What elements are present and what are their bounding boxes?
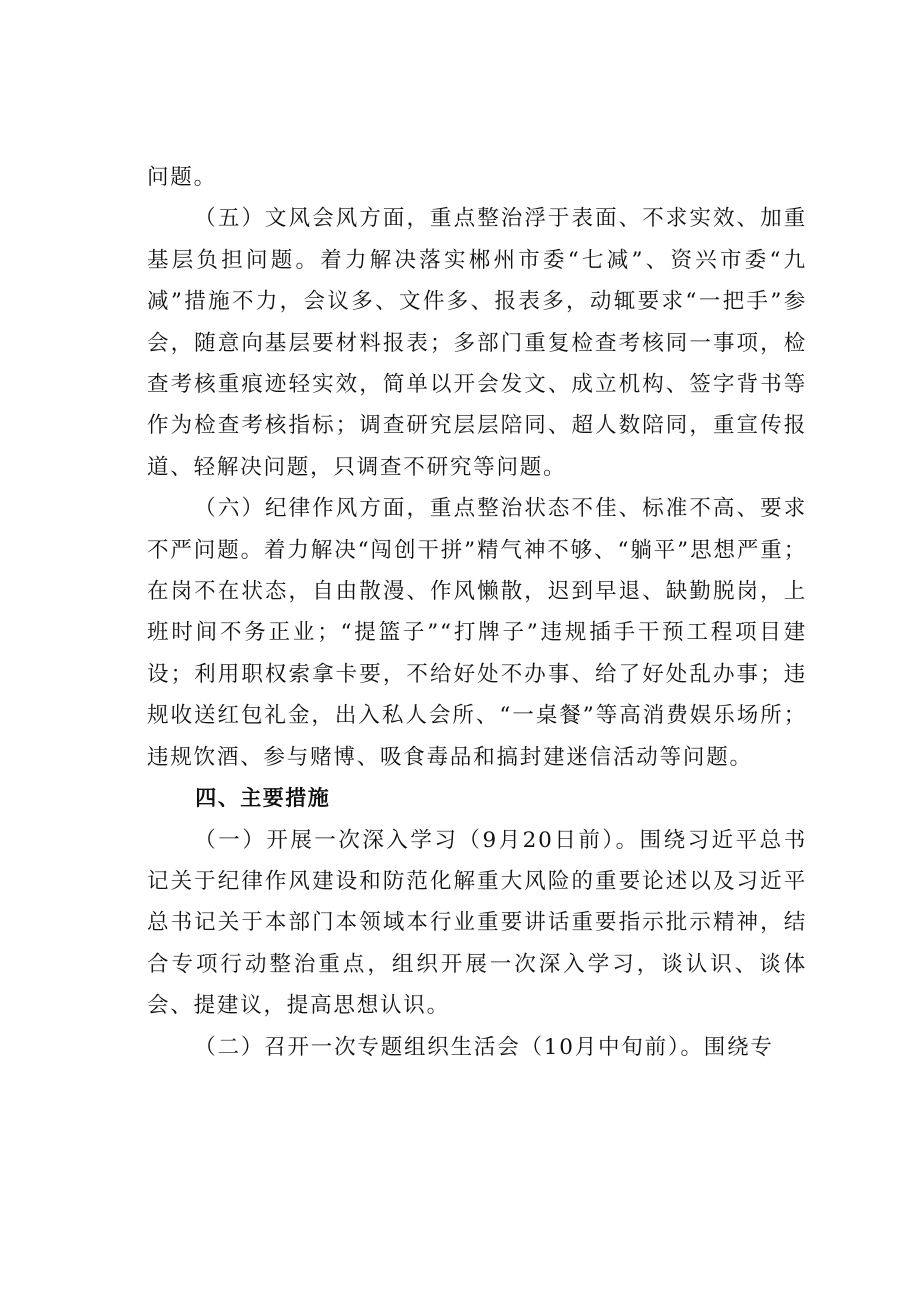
document-body [147, 157, 807, 1068]
measure-paragraph-1: （一）开展一次深入学习（9月20日前）。围绕习近平总书记关于纪律作风建设和防范化解重大风险的重要论述以及习近平总书记关于本部门本领域本行业重要讲话重要指示批示精神，结合专项行动整治重点，组织开展一次深入学习，谈认识、谈体会、提建议，提高思想认识。 [147, 827, 807, 1019]
section-heading: 四、主要措施 [195, 786, 331, 811]
paragraph-continuation: 问题。 [147, 165, 217, 190]
paragraph-jilv-zuofeng: （六）纪律作风方面，重点整治状态不佳、标准不高、要求不严问题。着力解决“闯创干拼”精气神不够、“躺平”思想严重；在岗不在状态，自由散漫、作风懒散，迟到早退、缺勤脱岗，上班时间不务正业；“提篮子”“打牌子”违规插手干预工程项目建设；利用职权索拿卡要，不给好处不办事、给了好处乱办事；违规收送红包礼金，出入私人会所、“一桌餐”等高消费娱乐场所；违规饮酒、参与赌博、吸食毒品和搞封建迷信活动等问题。 [147, 496, 807, 770]
measure-paragraph-2: （二）召开一次专题组织生活会（10月中旬前）。围绕专 [194, 1034, 774, 1060]
paragraph-wenfeng-huifeng: （五）文风会风方面，重点整治浮于表面、不求实效、加重基层负担问题。着力解决落实郴州市委“七减”、资兴市委“九减”措施不力，会议多、文件多、报表多，动辄要求“一把手”参会，随意向基层要材料报表；多部门重复检查考核同一事项，检查考核重痕迹轻实效，简单以开会发文、成立机构、签字背书等作为检查考核指标；调查研究层层陪同、超人数陪同，重宣传报道、轻解决问题，只调查不研究等问题。 [147, 206, 807, 480]
